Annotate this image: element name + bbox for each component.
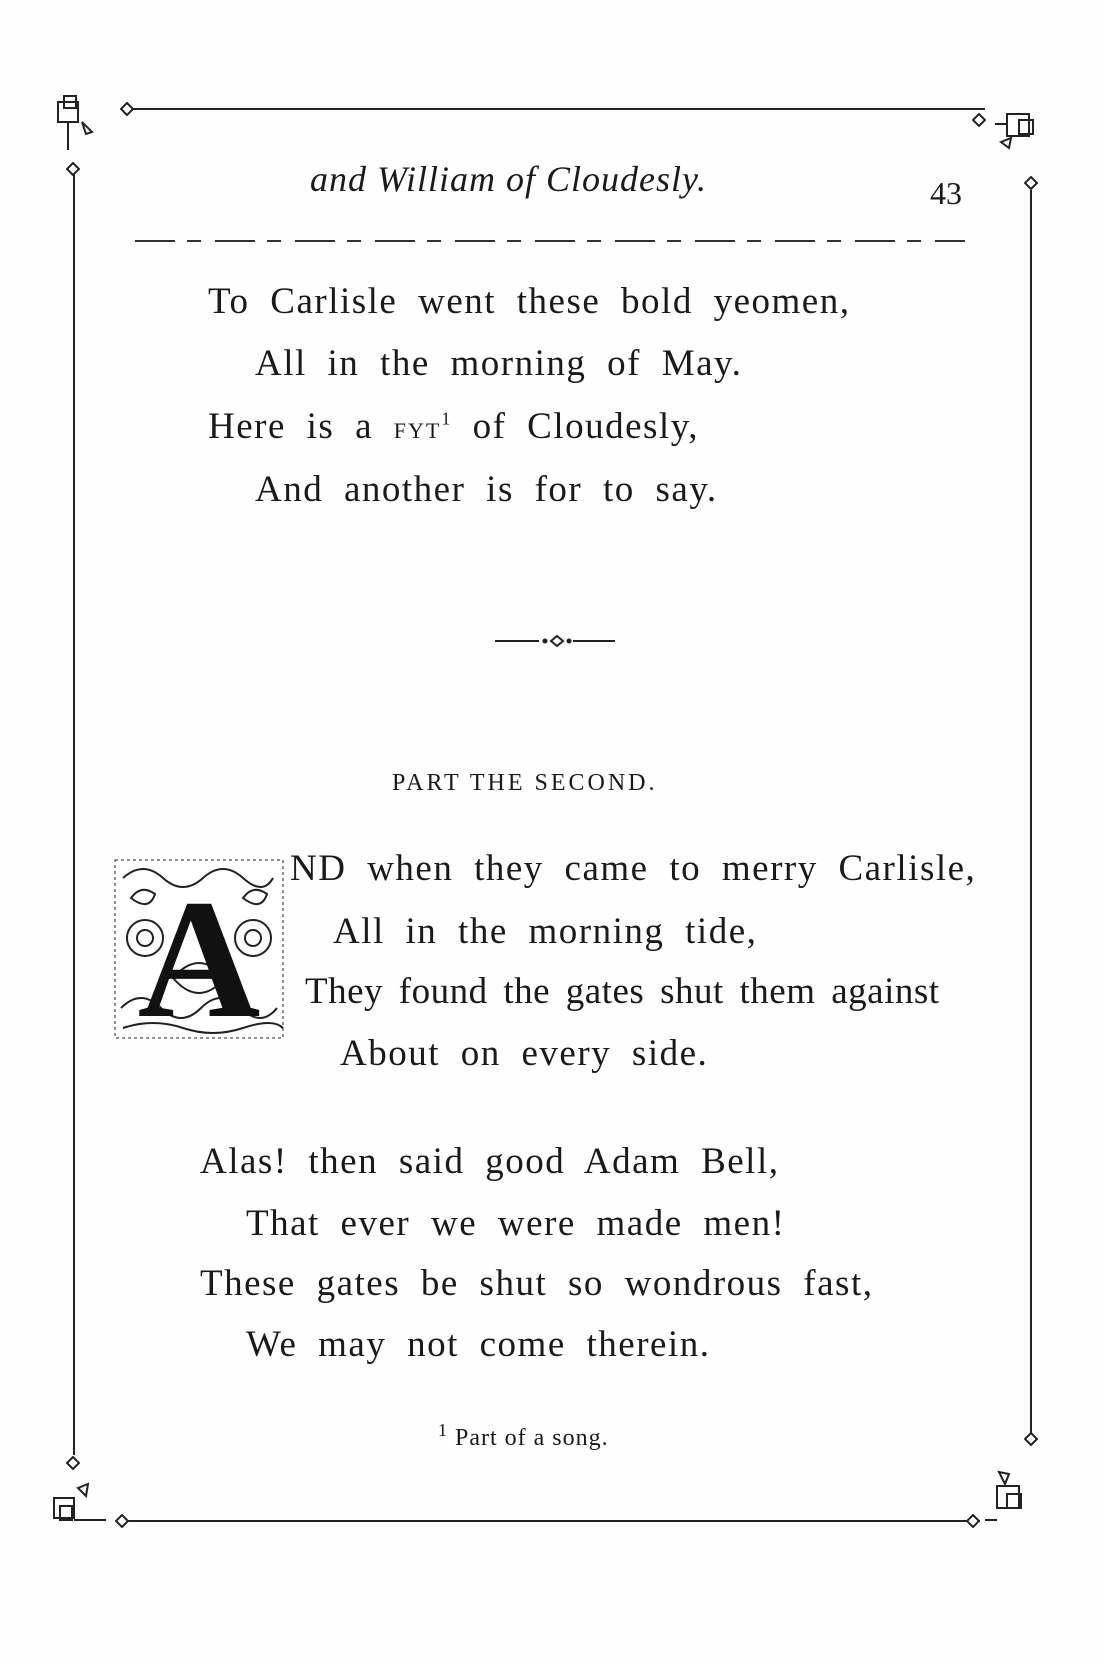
frame-right (1030, 190, 1032, 1440)
ornament-divider (495, 633, 615, 649)
corner-ornament-bottom-left (46, 1478, 106, 1538)
stanza-3-line-2: That ever we were made men! (246, 1203, 786, 1244)
stanza-1-line-3 (208, 405, 699, 448)
stanza-1-line-2: All in the morning of May. (255, 343, 743, 384)
stanza-3-line-4: We may not come therein. (246, 1324, 711, 1365)
dropcap-letter: A (137, 865, 261, 1040)
diamond-icon (972, 113, 986, 127)
stanza-2-line-1: ND when they came to merry Carlisle, (290, 848, 977, 889)
diamond-icon (1024, 176, 1038, 190)
word-fyt: FYT (393, 418, 442, 443)
stanza-1-line-4: And another is for to say. (255, 469, 718, 510)
stanza-1-line-3-after: of Cloudesly, (451, 406, 700, 447)
stanza-2-line-3: They found the gates shut them against (305, 971, 940, 1012)
stanza-2-line-2: All in the morning tide, (333, 911, 758, 952)
stanza-1-line-1: To Carlisle went these bold yeomen, (208, 281, 851, 322)
diamond-icon (966, 1514, 980, 1528)
corner-ornament-top-left (48, 92, 108, 152)
diamond-icon (1024, 1432, 1038, 1446)
part-heading: PART THE SECOND. (392, 770, 658, 796)
diamond-icon (66, 1456, 80, 1470)
diamond-icon (66, 162, 80, 176)
corner-ornament-bottom-right (985, 1468, 1045, 1528)
running-title: and William of Cloudesly. (310, 159, 708, 199)
footnote (438, 1420, 609, 1452)
stanza-2-line-4: About on every side. (340, 1033, 709, 1074)
stanza-1-line-3-before: Here is a (208, 406, 394, 447)
diamond-icon (120, 102, 134, 116)
stanza-3-line-1: Alas! then said good Adam Bell, (200, 1141, 780, 1182)
footnote-marker: 1 (441, 408, 452, 429)
header-rule (135, 240, 965, 242)
frame-top (125, 108, 985, 110)
stanza-3-line-3: These gates be shut so wondrous fast, (200, 1263, 874, 1304)
page-number: 43 (930, 175, 962, 211)
frame-bottom (120, 1520, 980, 1522)
diamond-icon (115, 1514, 129, 1528)
footnote-text: Part of a song. (448, 1425, 609, 1451)
frame-left (73, 170, 75, 1455)
footnote-number: 1 (438, 1420, 448, 1440)
decorated-initial-a (113, 858, 285, 1040)
corner-ornament-top-right (995, 106, 1055, 166)
